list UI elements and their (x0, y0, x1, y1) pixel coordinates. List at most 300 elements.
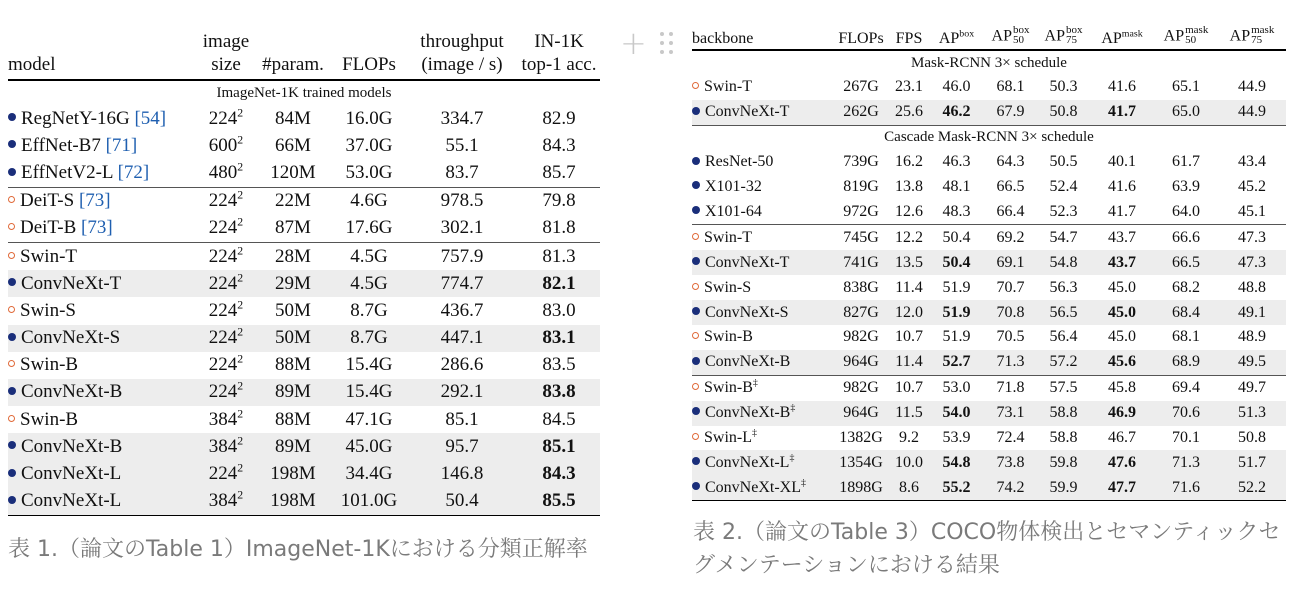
cell-flops: 964G (833, 350, 889, 375)
cell-ap50-box: 69.1 (984, 250, 1037, 275)
citation-link[interactable]: [54] (134, 107, 167, 129)
cell-model (8, 460, 198, 487)
cell-ap75-mask: 49.5 (1218, 350, 1286, 375)
cell-ap-box: 55.2 (929, 475, 984, 500)
cell-ap-box: 48.3 (942, 203, 971, 220)
model-name: Swin-T (20, 245, 77, 267)
citation-link[interactable]: [71] (105, 134, 138, 156)
backbone-name: Swin-S (704, 278, 752, 296)
cell-backbone (692, 175, 833, 200)
backbone-name: ConvNeXt-L (705, 453, 790, 471)
squared-exponent: 2 (237, 106, 244, 120)
citation-link[interactable]: [72] (117, 161, 150, 183)
cell-fps: 23.1 (895, 78, 923, 96)
section-row (692, 50, 1286, 75)
backbone-name: ConvNeXt-XL (705, 478, 801, 496)
cell-image-size (198, 132, 254, 159)
table-row (692, 250, 1286, 275)
cell-flops: 964G (833, 401, 889, 426)
cell-params: 89M (254, 433, 332, 460)
cell-fps: 25.6 (889, 100, 929, 125)
cell-fps: 12.2 (889, 225, 929, 250)
cell-flops: 741G (833, 250, 889, 275)
filled-dot-icon (8, 387, 16, 395)
cell-ap50-mask: 70.6 (1154, 401, 1218, 426)
col-header-ap75-box: AP box 75 (1037, 14, 1090, 50)
backbone-name: X101-32 (705, 178, 762, 196)
model-name: Swin-B (20, 408, 79, 430)
cell-model (8, 488, 198, 516)
cell-ap75-box: 57.2 (1037, 350, 1090, 375)
col-header-fps: FPS (889, 14, 929, 50)
cell-flops: 47.1G (345, 408, 393, 430)
cell-flops: 4.6G (332, 187, 406, 215)
cell-ap75-box: 50.5 (1049, 153, 1078, 171)
cell-flops: 16.0G (345, 107, 393, 129)
cell-backbone (692, 375, 833, 400)
cell-model (8, 215, 198, 243)
squared-exponent: 2 (237, 325, 244, 339)
cell-fps: 11.5 (889, 401, 929, 426)
cell-throughput: 55.1 (445, 134, 479, 156)
model-name: DeiT-S (20, 190, 75, 212)
table-row (8, 159, 600, 187)
backbone-name: ConvNeXt-B (705, 353, 791, 371)
table-row (692, 300, 1286, 325)
table-row (692, 325, 1286, 350)
filled-dot-icon (692, 206, 700, 214)
cell-ap75-box: 50.3 (1049, 78, 1078, 96)
cell-flops: 739G (843, 153, 879, 171)
col-header-flops: FLOPs (332, 18, 406, 80)
filled-dot-icon (692, 181, 700, 189)
cell-image-size (198, 297, 254, 324)
squared-exponent: 2 (237, 298, 244, 312)
cell-throughput: 146.8 (406, 460, 518, 487)
cell-ap75-box: 56.4 (1049, 328, 1078, 346)
cell-ap50-box: 66.4 (996, 203, 1025, 220)
cell-params: 87M (275, 217, 311, 239)
cell-ap75-mask: 48.9 (1238, 328, 1266, 346)
cell-top1-acc: 85.5 (518, 488, 600, 516)
backbone-name: ConvNeXt-S (705, 303, 789, 321)
cell-throughput: 757.9 (406, 242, 518, 270)
cell-ap-box: 53.0 (929, 375, 984, 400)
cell-flops: 45.0G (332, 433, 406, 460)
cell-image-size (198, 159, 254, 187)
image-size-value: 224 (208, 327, 238, 349)
cell-ap75-mask: 47.3 (1218, 225, 1286, 250)
cell-top1-acc: 82.9 (542, 107, 576, 129)
double-dagger-mark: ‡ (800, 477, 806, 489)
squared-exponent: 2 (237, 188, 244, 202)
cell-params: 88M (275, 408, 311, 430)
cell-ap-box: 51.9 (942, 278, 971, 296)
cell-ap-mask: 46.7 (1108, 429, 1136, 447)
cell-flops: 8.7G (332, 325, 406, 352)
cell-ap50-mask: 69.4 (1154, 375, 1218, 400)
table-1-caption: 表 1.（論文のTable 1）ImageNet-1Kにおける分類正解率 (8, 537, 588, 562)
cell-backbone (692, 225, 833, 250)
cell-ap-mask: 46.9 (1090, 401, 1154, 426)
cell-ap-box: 51.9 (929, 300, 984, 325)
table-2-header-row (692, 14, 1286, 50)
cell-ap-box: 53.9 (942, 429, 971, 447)
cell-fps: 13.5 (889, 250, 929, 275)
table-row (8, 242, 600, 270)
cell-throughput: 286.6 (440, 354, 484, 376)
table-row (692, 426, 1286, 451)
image-size-value: 224 (208, 217, 238, 239)
cell-throughput: 95.7 (406, 433, 518, 460)
citation-link[interactable]: [73] (78, 190, 111, 212)
model-name: ConvNeXt-T (21, 272, 122, 294)
cell-top1-acc: 79.8 (518, 187, 600, 215)
cell-ap50-mask: 71.6 (1154, 475, 1218, 500)
cell-ap75-box: 52.4 (1049, 178, 1078, 196)
cell-ap75-box: 56.3 (1049, 278, 1078, 296)
filled-dot-icon (692, 482, 700, 490)
cell-ap-box: 46.0 (942, 78, 971, 96)
cell-ap50-mask: 68.2 (1172, 278, 1200, 296)
squared-exponent: 2 (237, 488, 244, 502)
cell-ap50-box: 70.5 (996, 328, 1025, 346)
cell-ap50-mask: 61.7 (1172, 153, 1200, 171)
cell-throughput: 436.7 (440, 299, 484, 321)
table-row (8, 187, 600, 215)
cell-model (8, 159, 198, 187)
cell-ap50-mask: 66.5 (1154, 250, 1218, 275)
hollow-dot-icon (8, 223, 15, 230)
table-row (692, 100, 1286, 125)
image-size-value: 384 (208, 435, 238, 457)
cell-params: 120M (270, 161, 316, 183)
cell-top1-acc: 85.1 (518, 433, 600, 460)
filled-dot-icon (8, 113, 16, 121)
cell-ap-box: 54.0 (929, 401, 984, 426)
double-dagger-mark: ‡ (752, 427, 757, 439)
cell-ap50-box: 69.2 (984, 225, 1037, 250)
cell-top1-acc: 82.1 (518, 270, 600, 297)
hollow-dot-icon (692, 433, 699, 440)
cell-ap75-mask: 51.7 (1218, 450, 1286, 475)
cell-ap-box: 46.3 (942, 153, 971, 171)
cell-ap50-box: 66.5 (996, 178, 1025, 196)
imagenet-results-table (8, 18, 600, 516)
cell-ap75-mask: 47.3 (1218, 250, 1286, 275)
cell-params: 50M (254, 325, 332, 352)
cell-ap50-mask: 63.9 (1172, 178, 1200, 196)
col-header-image-size: image size (198, 18, 254, 80)
col-header-ap75-mask: AP mask 75 (1218, 14, 1286, 50)
col-header-throughput: throughput (image / s) (406, 18, 518, 80)
squared-exponent: 2 (237, 407, 244, 421)
cell-ap50-box: 70.8 (984, 300, 1037, 325)
cell-ap50-box: 71.8 (984, 375, 1037, 400)
col-header-ap-box: $AP^{box}$ (929, 14, 984, 50)
cell-ap75-mask: 45.2 (1238, 178, 1266, 196)
cell-image-size (198, 215, 254, 243)
plus-icon[interactable]: + (620, 24, 647, 62)
backbone-name: Swin-B (704, 328, 753, 346)
filled-dot-icon (8, 333, 16, 341)
backbone-name: ResNet-50 (705, 153, 774, 171)
backbone-name: ConvNeXt-T (705, 253, 790, 271)
cell-ap75-box: 56.5 (1037, 300, 1090, 325)
cell-ap50-box: 74.2 (984, 475, 1037, 500)
cell-ap50-box: 68.1 (996, 78, 1025, 96)
cell-throughput: 978.5 (406, 187, 518, 215)
filled-dot-icon (692, 157, 700, 165)
cell-ap75-box: 59.9 (1037, 475, 1090, 500)
filled-dot-icon (692, 257, 700, 265)
squared-exponent: 2 (237, 216, 244, 230)
cell-ap75-box: 58.8 (1037, 401, 1090, 426)
image-size-value: 600 (208, 134, 238, 156)
cell-fps: 13.8 (895, 178, 923, 196)
filled-dot-icon (692, 107, 700, 115)
cell-ap-box: 50.4 (929, 225, 984, 250)
image-size-value: 224 (208, 245, 238, 267)
hollow-dot-icon (692, 82, 699, 89)
cell-ap-mask: 45.0 (1108, 278, 1136, 296)
cell-fps: 11.4 (889, 350, 929, 375)
cell-image-size (198, 270, 254, 297)
cell-backbone (692, 100, 833, 125)
hollow-dot-icon (692, 283, 699, 290)
cell-fps: 10.0 (889, 450, 929, 475)
image-size-value: 224 (208, 381, 238, 403)
cell-flops: 15.4G (345, 354, 393, 376)
table-row (8, 215, 600, 243)
model-name: ConvNeXt-B (21, 435, 123, 457)
cell-fps: 16.2 (895, 153, 923, 171)
cell-ap75-mask: 52.2 (1218, 475, 1286, 500)
cell-ap50-box: 64.3 (996, 153, 1025, 171)
drag-handle-icon[interactable] (660, 32, 676, 56)
cell-backbone (692, 200, 833, 225)
filled-dot-icon (8, 168, 16, 176)
backbone-name: X101-64 (705, 203, 762, 220)
cell-model (8, 270, 198, 297)
cell-ap75-box: 50.8 (1037, 100, 1090, 125)
double-dagger-mark: ‡ (790, 402, 796, 414)
table-row (8, 132, 600, 159)
cell-flops: 1382G (839, 429, 883, 447)
cell-flops: 745G (833, 225, 889, 250)
cell-image-size (198, 325, 254, 352)
table-row (8, 352, 600, 379)
cell-ap75-mask: 51.3 (1218, 401, 1286, 426)
squared-exponent: 2 (237, 380, 244, 394)
cell-ap50-mask: 70.1 (1172, 429, 1200, 447)
cell-fps: 12.6 (895, 203, 923, 220)
cell-ap75-box: 54.8 (1037, 250, 1090, 275)
col-header-flops: FLOPs (833, 14, 889, 50)
cell-ap-box: 50.4 (929, 250, 984, 275)
cell-ap50-mask: 68.1 (1172, 328, 1200, 346)
cell-ap75-mask: 43.4 (1238, 153, 1266, 171)
model-name: ConvNeXt-S (21, 327, 121, 349)
cell-model (8, 297, 198, 324)
cell-ap50-box: 72.4 (996, 429, 1025, 447)
cell-flops: 262G (833, 100, 889, 125)
squared-exponent: 2 (237, 461, 244, 475)
cell-image-size (198, 105, 254, 132)
cell-top1-acc: 84.3 (518, 460, 600, 487)
hollow-dot-icon (8, 415, 15, 422)
cell-flops: 1898G (833, 475, 889, 500)
table-row (692, 225, 1286, 250)
image-size-value: 224 (208, 299, 238, 321)
col-header-top1-acc: IN-1K top-1 acc. (518, 18, 600, 80)
cell-ap75-box: 59.8 (1037, 450, 1090, 475)
table-1-container (8, 18, 600, 516)
backbone-name: Swin-T (704, 228, 752, 246)
cell-flops: 17.6G (345, 217, 393, 239)
table-row (692, 175, 1286, 200)
model-name: EffNetV2-L (21, 161, 113, 183)
filled-dot-icon (692, 307, 700, 315)
filled-dot-icon (692, 407, 700, 415)
cell-ap50-box: 70.7 (996, 278, 1025, 296)
cell-model (8, 105, 198, 132)
cell-image-size (198, 488, 254, 516)
cell-model (8, 242, 198, 270)
double-dagger-mark: ‡ (789, 452, 795, 464)
cell-ap50-mask: 65.0 (1154, 100, 1218, 125)
squared-exponent: 2 (237, 434, 244, 448)
hollow-dot-icon (692, 233, 699, 240)
model-name: ConvNeXt-L (21, 490, 122, 512)
hollow-dot-icon (8, 360, 15, 367)
cell-throughput: 292.1 (406, 379, 518, 406)
table-row (692, 275, 1286, 300)
cell-model (8, 379, 198, 406)
cell-fps: 9.2 (899, 429, 919, 447)
model-name: ConvNeXt-L (21, 463, 122, 485)
cell-params: 198M (254, 488, 332, 516)
cell-ap75-mask: 44.9 (1238, 78, 1266, 96)
cell-ap-mask: 45.6 (1090, 350, 1154, 375)
cell-backbone (692, 475, 833, 500)
cell-ap75-mask: 44.9 (1218, 100, 1286, 125)
table-row (8, 433, 600, 460)
cell-ap50-box: 71.3 (984, 350, 1037, 375)
cell-fps: 12.0 (889, 300, 929, 325)
hollow-dot-icon (8, 196, 15, 203)
cell-ap50-box: 73.8 (984, 450, 1037, 475)
table-row (692, 475, 1286, 500)
table-row (692, 350, 1286, 375)
col-header-model: model (8, 18, 198, 80)
cell-params: 28M (254, 242, 332, 270)
table-row (692, 200, 1286, 225)
cell-model (8, 352, 198, 379)
cell-fps: 8.6 (889, 475, 929, 500)
cell-params: 50M (275, 299, 311, 321)
cell-fps: 10.7 (889, 375, 929, 400)
cell-throughput: 50.4 (406, 488, 518, 516)
hollow-dot-icon (8, 306, 15, 313)
cell-top1-acc: 83.8 (518, 379, 600, 406)
cell-ap50-mask: 64.0 (1172, 203, 1200, 220)
col-header-ap50-mask: AP mask 50 (1154, 14, 1218, 50)
model-name: Swin-B (20, 354, 79, 376)
cell-ap-mask: 47.7 (1090, 475, 1154, 500)
cell-ap-mask: 45.8 (1090, 375, 1154, 400)
table-row (8, 325, 600, 352)
col-header-backbone: backbone (692, 14, 833, 50)
table-1-section-row (8, 80, 600, 105)
cell-model (8, 187, 198, 215)
cell-top1-acc: 83.1 (518, 325, 600, 352)
cell-top1-acc: 83.5 (542, 354, 576, 376)
cell-ap75-mask: 48.8 (1238, 278, 1266, 296)
cell-image-size (198, 433, 254, 460)
cell-ap-box: 48.1 (942, 178, 971, 196)
cell-model (8, 325, 198, 352)
model-name: ConvNeXt-B (21, 381, 123, 403)
cell-params: 66M (275, 134, 311, 156)
cell-flops: 4.5G (332, 270, 406, 297)
backbone-name: Swin-B (704, 379, 753, 397)
cell-ap75-box: 52.3 (1049, 203, 1078, 220)
cell-backbone (692, 426, 833, 451)
backbone-name: Swin-T (704, 78, 752, 96)
backbone-name: ConvNeXt-B (705, 404, 791, 422)
table-row (8, 406, 600, 433)
citation-link[interactable]: [73] (81, 217, 113, 239)
filled-dot-icon (8, 441, 16, 449)
cell-fps: 11.4 (895, 278, 923, 296)
cell-ap-mask: 43.7 (1090, 250, 1154, 275)
cell-ap75-mask: 45.1 (1238, 203, 1266, 220)
cell-ap50-mask: 68.4 (1154, 300, 1218, 325)
cell-flops: 267G (843, 78, 879, 96)
cell-params: 84M (275, 107, 311, 129)
cell-image-size (198, 352, 254, 379)
image-size-value: 224 (208, 107, 238, 129)
table-row (692, 75, 1286, 100)
cell-throughput: 83.7 (445, 161, 479, 183)
cell-image-size (198, 460, 254, 487)
table-row (8, 297, 600, 324)
model-name: Swin-S (20, 299, 76, 321)
cell-ap75-mask: 50.8 (1238, 429, 1266, 447)
cell-backbone (692, 150, 833, 175)
cell-flops: 1354G (833, 450, 889, 475)
cell-ap75-box: 57.5 (1037, 375, 1090, 400)
cell-ap-mask: 45.0 (1108, 328, 1136, 346)
image-size-value: 480 (208, 161, 238, 183)
model-name: DeiT-B (20, 217, 77, 239)
filled-dot-icon (692, 457, 700, 465)
image-size-value: 224 (208, 272, 238, 294)
cell-flops: 819G (843, 178, 879, 196)
cell-params: 22M (254, 187, 332, 215)
image-size-value: 224 (208, 190, 238, 212)
cell-ap-mask: 41.7 (1108, 203, 1136, 220)
cell-flops: 8.7G (350, 299, 388, 321)
cell-model (8, 132, 198, 159)
image-size-value: 384 (208, 408, 238, 430)
filled-dot-icon (692, 357, 700, 365)
cell-flops: 37.0G (345, 134, 393, 156)
table-1-header-row (8, 18, 600, 80)
cell-flops: 982G (833, 375, 889, 400)
cell-throughput: 302.1 (440, 217, 484, 239)
